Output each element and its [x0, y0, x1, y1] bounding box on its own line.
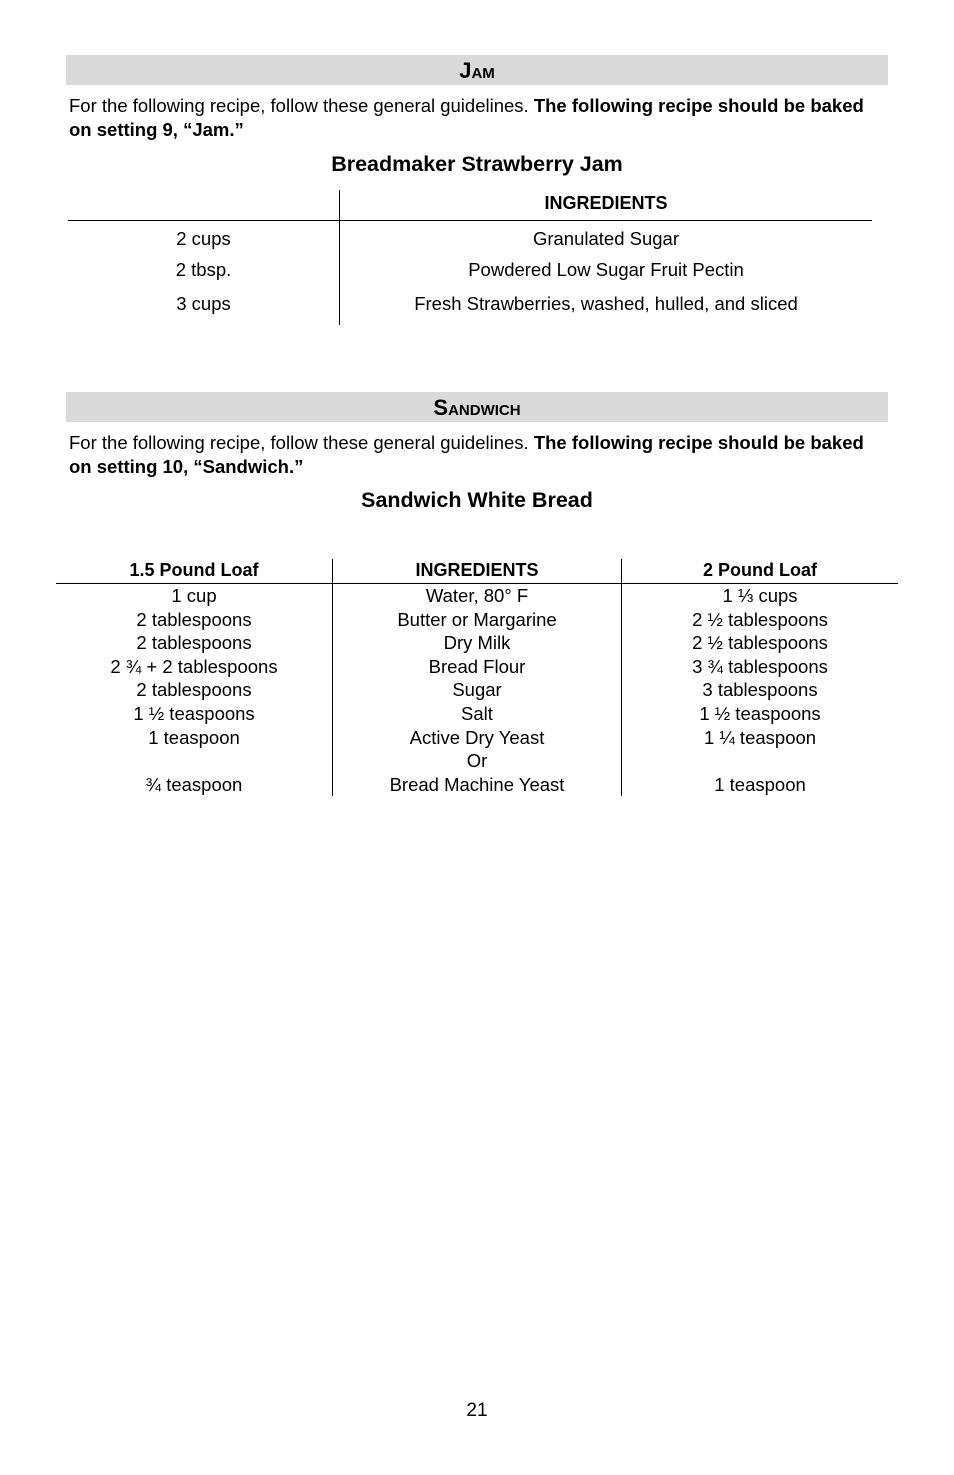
jam-amount-cell: 2 cups: [176, 228, 231, 249]
large-loaf-amount: 1 ¼ teaspoon: [703, 726, 817, 748]
sandwich-heading-initial: S: [433, 395, 449, 420]
sandwich-ingredient: Salt: [461, 703, 493, 724]
small-loaf-amount: ¾ teaspoon: [145, 773, 243, 795]
jam-intro-setting: The following recipe should be baked on setting 9, “Jam.”: [69, 95, 864, 140]
jam-amount-cell: 3 cups: [176, 293, 231, 314]
sandwich-section-heading: [66, 392, 888, 422]
small-loaf-amount: 1 ½ teaspoons: [133, 703, 255, 724]
page-number: 21: [466, 1400, 488, 1421]
jam-ingredient-cell: Granulated Sugar: [532, 228, 680, 249]
small-loaf-amount: 2 ¾ + 2 tablespoons: [110, 655, 278, 677]
sandwich-ingredients-header: INGREDIENTS: [415, 560, 539, 580]
large-loaf-amount: 2 ½ tablespoons: [692, 632, 828, 654]
jam-ingredient-cell: Fresh Strawberries, washed, hulled, and sliced: [414, 293, 798, 314]
large-loaf-amount: 2 ½ tablespoons: [692, 608, 828, 630]
large-loaf-amount: 3 ¾ tablespoons: [692, 655, 828, 677]
large-loaf-amount: 1 ⅓ cups: [722, 585, 798, 606]
sandwich-ingredient: Butter or Margarine: [397, 608, 557, 630]
sandwich-intro-setting: The following recipe should be baked on setting 10, “Sandwich.”: [69, 432, 864, 477]
sandwich-ingredient: Or: [466, 750, 488, 772]
sandwich-ingredient: Water, 80° F: [425, 585, 529, 606]
small-loaf-amount: 2 tablespoons: [136, 632, 252, 654]
small-loaf-amount: 2 tablespoons: [136, 679, 252, 701]
sandwich-recipe-title: Sandwich White Bread: [361, 488, 593, 512]
jam-ingredient-cell: Powdered Low Sugar Fruit Pectin: [468, 259, 744, 280]
large-loaf-header: 2 Pound Loaf: [703, 560, 817, 580]
jam-recipe-title: Breadmaker Strawberry Jam: [331, 152, 623, 176]
jam-amount-cell: 2 tbsp.: [175, 259, 232, 280]
jam-heading-initial: J: [459, 58, 472, 83]
sandwich-ingredient: Sugar: [452, 679, 502, 701]
sandwich-ingredient: Bread Machine Yeast: [389, 773, 565, 795]
small-loaf-amount: 1 cup: [171, 585, 217, 606]
large-loaf-amount: 1 teaspoon: [714, 773, 806, 795]
sandwich-heading-rest: andwich: [448, 395, 521, 420]
jam-ingredients-header: INGREDIENTS: [544, 193, 668, 213]
small-loaf-header: 1.5 Pound Loaf: [129, 560, 259, 580]
jam-intro-text: For the following recipe, follow these general guidelines.: [69, 95, 534, 116]
sandwich-intro-text: For the following recipe, follow these general guidelines.: [69, 432, 534, 453]
jam-heading-rest: am: [471, 58, 495, 83]
jam-section-heading: [66, 55, 888, 85]
large-loaf-amount: 3 tablespoons: [702, 679, 818, 701]
sandwich-ingredient: Active Dry Yeast: [409, 726, 545, 748]
jam-table-header-rule: [68, 220, 872, 221]
jam-intro: [69, 94, 889, 142]
small-loaf-amount: 2 tablespoons: [136, 608, 252, 630]
large-loaf-amount: 1 ½ teaspoons: [699, 703, 821, 724]
small-loaf-amount: 1 teaspoon: [148, 726, 240, 748]
sandwich-intro: [69, 431, 889, 479]
sandwich-ingredient: Bread Flour: [428, 655, 526, 677]
sandwich-ingredient: Dry Milk: [443, 632, 511, 654]
